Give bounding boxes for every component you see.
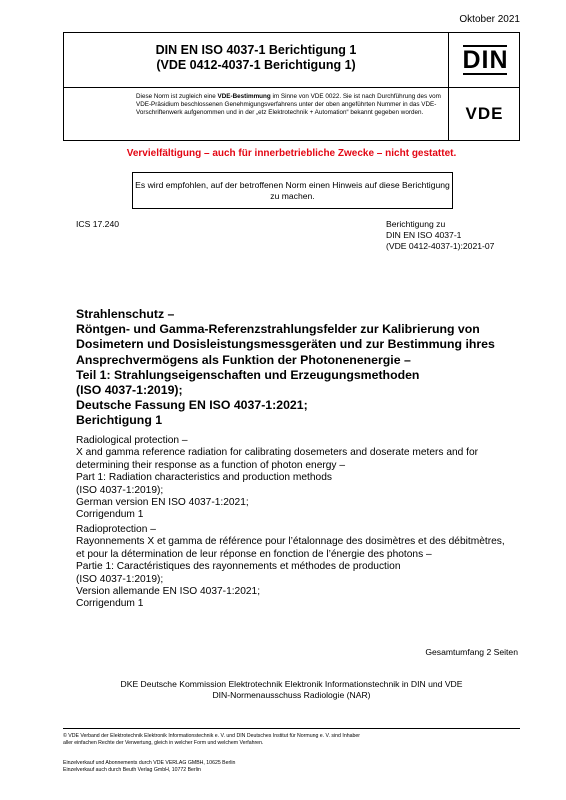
copy-warning: Vervielfältigung – auch für innerbetriebliche Zwecke – nicht gestattet. <box>126 148 457 159</box>
footer-divider <box>63 728 520 729</box>
committee-line2: DIN-Normenausschuss Radiologie (NAR) <box>212 690 371 700</box>
corrigendum-reference-line3: (VDE 0412-4037-1):2021-07 <box>386 241 495 251</box>
din-logo-text: DIN <box>462 46 509 74</box>
copyright-line2: aller einfachen Rechte der Verwertung, gleich in welcher Form und welchem Verfahren. <box>63 740 264 746</box>
title-french-line: Corrigendum 1 <box>76 598 144 610</box>
vde-note-pre: Diese Norm ist zugleich eine <box>136 93 218 100</box>
vde-logo: VDE <box>465 104 504 123</box>
title-german-line: Strahlenschutz – <box>76 307 175 321</box>
din-logo <box>449 33 520 87</box>
sales-line2: Einzelverkauf auch durch Beuth Verlag GmbH, 10772 Berlin <box>63 767 201 773</box>
header-note-row <box>64 88 519 140</box>
page-count: Gesamtumfang 2 Seiten <box>425 647 518 657</box>
document-title-line2: (VDE 0412-4037-1 Berichtigung 1) <box>156 58 356 72</box>
copyright-notice <box>63 733 503 747</box>
title-english-line: determining their response as a function of photon energy – <box>76 459 346 471</box>
title-german-line: Ansprechvermögens als Funktion der Photonenenergie – <box>76 352 411 367</box>
title-english-line: Radiological protection – <box>76 435 188 446</box>
title-french-line: Version allemande EN ISO 4037-1:2021; <box>76 586 261 598</box>
sales-line1: Einzelverkauf und Abonnements durch VDE VERLAG GMBH, 10625 Berlin <box>63 760 236 766</box>
vde-note-bold: VDE-Bestimmung <box>217 93 271 100</box>
title-german-line: Deutsche Fassung EN ISO 4037-1:2021; <box>76 398 308 413</box>
corrigendum-reference-line1: Berichtigung zu <box>386 219 446 229</box>
title-english-line: (ISO 4037-1:2019); <box>76 484 164 496</box>
title-french-line: Radioprotection – <box>76 524 156 535</box>
title-french <box>76 524 526 611</box>
vde-note <box>64 88 449 140</box>
title-german-line: Berichtigung 1 <box>76 413 163 428</box>
title-french-line: (ISO 4037-1:2019); <box>76 573 164 585</box>
title-english-line: X and gamma reference radiation for calibrating dosemeters and doserate meters and for <box>76 447 479 459</box>
document-title-line1: DIN EN ISO 4037-1 Berichtigung 1 <box>155 43 357 57</box>
title-french-line: et pour la détermination de leur réponse en fonction de l’énergie des photons – <box>76 548 432 560</box>
sales-info <box>63 760 503 774</box>
title-english-line: Corrigendum 1 <box>76 509 144 521</box>
header-title-row <box>64 33 519 88</box>
title-english-line: German version EN ISO 4037-1:2021; <box>76 497 249 509</box>
notice-box: Es wird empfohlen, auf der betroffenen Norm einen Hinweis auf diese Berichtigung zu machen. <box>132 172 453 209</box>
committee-line1: DKE Deutsche Kommission Elektrotechnik Elektronik Informationstechnik in DIN und VDE <box>120 679 463 689</box>
publication-date: Oktober 2021 <box>459 14 520 25</box>
title-german-line: (ISO 4037-1:2019); <box>76 383 183 398</box>
title-french-line: Rayonnements X et gamma de référence pour l’étalonnage des dosimètres et des débitmètres, <box>76 536 505 548</box>
ics-code: ICS 17.240 <box>76 219 119 229</box>
header-box <box>63 32 520 141</box>
title-french-line: Partie 1: Caractéristiques des rayonnements et méthodes de production <box>76 561 401 573</box>
corrigendum-reference-line2: DIN EN ISO 4037-1 <box>386 230 462 240</box>
document-title <box>64 33 449 87</box>
corrigendum-reference <box>386 219 494 252</box>
title-english-line: Part 1: Radiation characteristics and production methods <box>76 472 332 484</box>
vde-note-post: im Sinne von VDE 0022. Sie ist nach Durchführung des vom VDE-Präsidium beschlossenen Genehmigungsverfahrens unter der oben angeführten Nummer in das VDE-Vorschriftenwerk aufgenommen und in der „etz Elektrotechnik + Automation“ bekannt gegeben worden. <box>136 93 441 116</box>
committee-info <box>63 679 520 701</box>
title-german-line: Dosimetern und Dosisleistungsmessgeräten und zur Bestimmung ihres <box>76 337 495 352</box>
title-german-line: Röntgen- und Gamma-Referenzstrahlungsfelder zur Kalibrierung von <box>76 322 480 337</box>
copyright-line1: © VDE Verband der Elektrotechnik Elektronik Informationstechnik e. V. und DIN Deutsches Institut für Normung e. V. sind Inhaber <box>63 733 360 739</box>
title-german-line: Teil 1: Strahlungseigenschaften und Erzeugungsmethoden <box>76 367 420 382</box>
title-english <box>76 435 526 522</box>
title-german <box>76 307 526 429</box>
